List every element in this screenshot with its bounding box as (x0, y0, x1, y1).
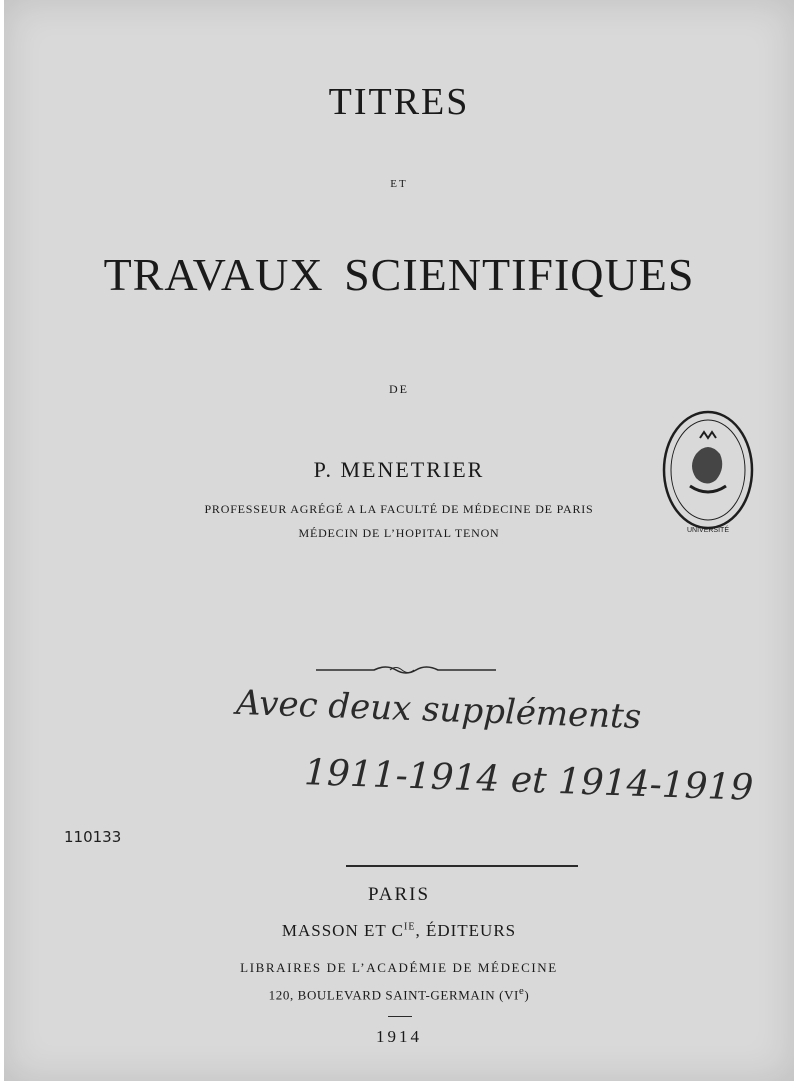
publication-year: 1914 (376, 1027, 422, 1046)
author-name: P. MENETRIER (313, 457, 485, 482)
library-stamp (656, 404, 762, 544)
publisher-name (4, 921, 794, 941)
main-title: TRAVAUX SCIENTIFIQUES (103, 249, 695, 300)
address-sup: e (518, 985, 525, 997)
stamp-bottom-text: UNIVERSITÉ (686, 527, 730, 534)
imprint-rule (346, 865, 578, 867)
publisher-prefix: MASSON ET C (281, 921, 405, 940)
handwritten-note-line-1: Avec deux suppléments (235, 682, 642, 738)
address-prefix: 120, BOULEVARD SAINT-GERMAIN (VI (268, 987, 519, 1003)
author-affiliation-1: PROFESSEUR AGRÉGÉ A LA FACULTÉ DE MÉDECINE DE PARIS (204, 502, 594, 516)
imprint-city: PARIS (367, 884, 431, 905)
ornamental-rule (316, 662, 496, 678)
year-dash (388, 1016, 412, 1017)
address-suffix: ) (524, 987, 530, 1003)
publisher-address (4, 985, 794, 1003)
author-preposition: DE (389, 382, 409, 396)
publisher-libraires: LIBRAIRES DE L’ACADÉMIE DE MÉDECINE (240, 960, 558, 975)
title-connector: ET (390, 178, 408, 190)
publisher-sup: IE (404, 921, 416, 933)
title-top: TITRES (328, 81, 470, 123)
inventory-number: 110133 (64, 828, 122, 846)
handwritten-note-line-2: 1911-1914 et 1914-1919 (303, 752, 755, 809)
author-affiliation-2: MÉDECIN DE L’HOPITAL TENON (298, 526, 500, 540)
title-page (4, 0, 794, 1081)
publisher-suffix: , ÉDITEURS (415, 921, 517, 940)
